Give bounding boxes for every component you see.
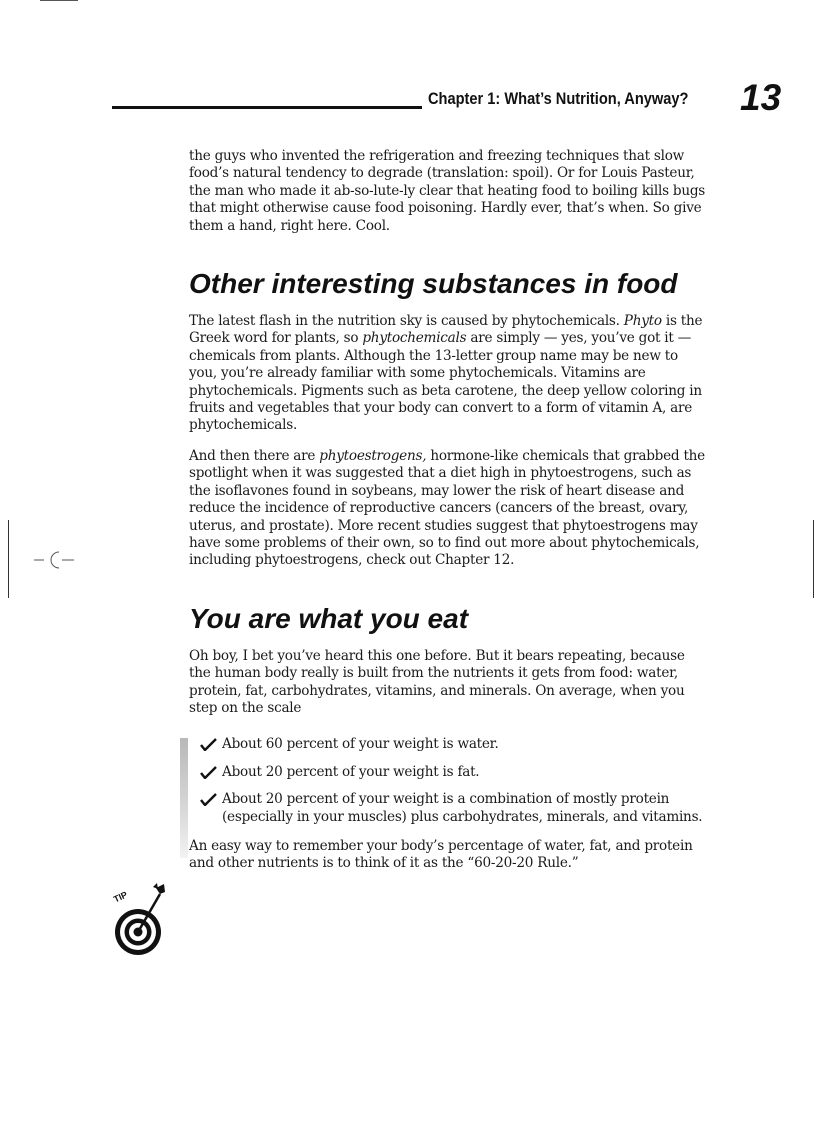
tip-label: TIP [111,889,129,905]
section-heading-eat: You are what you eat [189,602,469,634]
list-item-text: About 20 percent of your weight is a combination of mostly protein (especially in your muscles) plus carbohydrates, minerals, and vitamins. [222,791,703,825]
bullet-list [189,736,709,826]
checkmark-icon [200,737,217,751]
paragraph-phytoestrogens [189,448,709,570]
list-side-bar [180,738,188,858]
page-number: 13 [740,77,782,118]
list-item [222,764,709,781]
text-run: hormone-like chemicals that grabbed the spotlight when it was suggested that a diet high in phytoestrogens, such as the isoflavones found in soybeans, may lower the risk of heart disease and reduce the incidence of reproductive cancers (cancers of the breast, ovary, uterus, and prostate). More recent studies suggest that phytoestrogens may have some problems of their own, so to find out more about phytochemicals, including phytoestrogens, check out Chapter 12. [189,447,705,569]
page-body [189,148,709,873]
list-item-text: About 20 percent of your weight is fat. [222,763,480,780]
intro-paragraph: the guys who invented the refrigeration and freezing techniques that slow food’s natural tendency to degrade (translation: spoil). Or for Louis Pasteur, the man who made it ab-so-lute-ly clear that heating food to boiling kills bugs that might otherwise cause food poisoning. Hardly ever, that’s when. So give them a hand, right here. Cool. [189,148,706,234]
term-phytoestrogens: phytoestrogens, [319,447,427,464]
list-item [222,736,709,753]
checkmark-icon [200,792,217,806]
checkmark-icon [200,765,217,779]
text-run: is the Greek word for plants, so [189,313,703,347]
list-item-text: About 60 percent of your weight is water. [222,736,499,753]
crop-mark-top [40,0,78,1]
page-edge-mark-right [813,520,814,598]
header-rule [112,106,422,109]
term-phytochemicals: phytochemicals [362,330,467,347]
paragraph-body-composition: Oh boy, I bet you’ve heard this one before. But it bears repeating, because the human body really is built from the nutrients it gets from food: water, protein, fat, carbohydrates, vitamins, and minerals. On average, when you step on the scale [189,647,685,716]
page-edge-mark-left [8,520,9,598]
running-head: Chapter 1: What’s Nutrition, Anyway? [428,89,689,108]
section-heading-substances: Other interesting substances in food [189,268,678,300]
tip-paragraph: An easy way to remember your body’s percentage of water, fat, and protein and other nutrients is to think of it as the “60-20-20 Rule.” [189,837,693,872]
bullet-list-block [189,736,709,826]
registration-mark-icon [32,548,76,572]
list-item [222,791,709,826]
term-phyto: Phyto [623,313,662,330]
page-header [112,77,782,122]
text-run: The latest flash in the nutrition sky is caused by phytochemicals. [189,313,624,330]
text-run: are simply — yes, you’ve got it — chemicals from plants. Although the 13-letter group name may be new to you, you’re already familiar with some phytochemicals. Vitamins are phytochemicals. Pigments such as beta carotene, the deep yellow coloring in fruits and vegetables that your body can convert to a form of vitamin A, are phytochemicals. [189,330,702,434]
paragraph-phytochemicals [189,313,709,435]
tip-target-icon [108,880,168,960]
text-run: And then there are [189,447,320,464]
